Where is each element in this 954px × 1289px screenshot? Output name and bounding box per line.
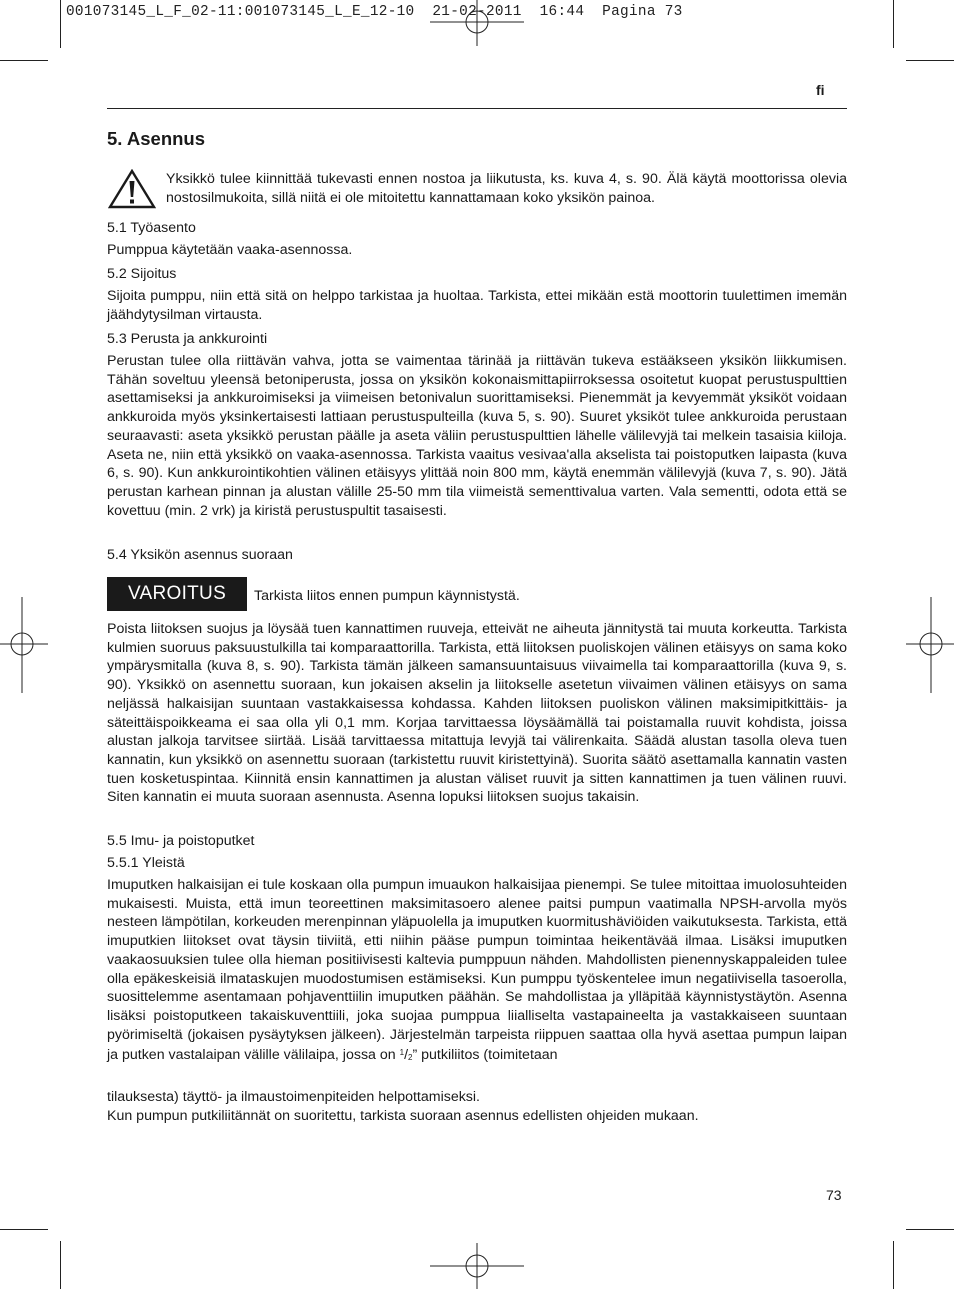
header-rule <box>107 108 847 109</box>
registration-mark-bottom <box>430 1241 524 1289</box>
warning-note: Yksikkö tulee kiinnittää tukevasti ennen nostoa ja liikutusta, ks. kuva 4, s. 90. Älä käytä moottorissa olevia nostosilmukoita, sillä niitä ei ole mitoitettu kannattamaan koko yksikön painoa. <box>166 171 847 206</box>
heading-5-1: 5.1 Työasento <box>107 220 196 236</box>
text-5-5-1: Imuputken halkaisijan ei tule koskaan olla pumpun imuaukon halkaisijaa pienempi. Se tulee mitoittaa imuolosuhteiden mukaisesti. Muista, että imun teoreettinen maksimitasoero alenee paitsi pumpun vaatimalla NPSH-arvolla myös nesteen lämpötilan, korkeuden merenpinnan yläpuolella ja imuputken kuormitushäviöiden vaikutuksesta. Tarkista, että imuputkien liitokset ovat täysin tiiviitä, etti niihin pääse pumpun toimintaa heikentävää ilmaa. Lisäksi imuputken vaakaosuuksien tulee olla hieman positiivisesti kaltevia pumppuun nähden. Mahdollisten pienennyskappaleiden tulee olla epäkeskeisiä ilmataskujen muodostumisen estämiseksi. Kun pumppu työskentelee imun negatiivisella tasoerolla, suosittelemme asentamaan pohjaventtiilin imuputken päähän. Se mahdollistaa ja ylläpitää käynnistystäytön. Asenna lisäksi poistoputkeen takaiskuventtiili, joka suojaa pumppua liialliselta vastapaineelta ja vastakkaiseen suuntaan pyörimiseltä (jokaisen pysäytyksen jälkeen). Järjestelmän tarpeista riippuen saattaa olla hyvä asettaa pumpun laipan ja putken vastalaipan välille välilaipa, jossa on $^1/_2$” putkiliitos (toimitetaan <box>107 877 847 1064</box>
text-5-5-1-continued: tilauksesta) täyttö- ja ilmaustoimenpiteiden helpottamiseksi. <box>107 1089 480 1105</box>
fraction-numerator: 1 <box>399 1048 405 1058</box>
heading-5-5-1: 5.5.1 Yleistä <box>107 855 185 871</box>
heading-5-3: 5.3 Perusta ja ankkurointi <box>107 331 268 347</box>
text-5-5-1-tail: ” putkiliitos (toimitetaan <box>412 1047 558 1064</box>
text-5-3: Perustan tulee olla riittävän vahva, jotta se vaimentaa tärinää ja riittävän tukeva estääkseen yksikön liikkumisen. Tähän soveltuu yleensä betoniperusta, jossa on yksikön kokonaismittapiirroksessa osoitetut kuopat perustuspulttien asettamiseksi ja ankkuroimiseksi ja viimeisen betonivalun suorittamiseksi. Pienemmät ja kevyemmät yksiköt voidaan ankkuroida myös yksinkertaisesti lattiaan perustuspulteilla (kuva 5, s. 90). Suuret yksiköt tulee ankkuroida perustaan seuraavasti: aseta yksikkö perustan päälle ja aseta väliin perustuspulttien lähelle välilevyjä tai melkein tasaisia kiiloja. Aseta ne, niin että yksikkö on vaaka-asennossa. Tarkista vaaitus vesivaa'alla akselista tai poistoputken laipasta (kuva 6, s. 90). Kun ankkurointikohtien välinen etäisyys ylittää noin 800 mm, käytä enemmän välilevyjä (kuva 7, s. 90). Jätä perustan karhean pinnan ja alustan välille 25-50 mm tila viimeistä sementtivalua varten. Vala sementti, odota että se kovettuu (min. 2 vrk) ja kiristä perustuspultit tasaisesti. <box>107 353 847 519</box>
crop-mark-bottom-left-h <box>0 1229 48 1230</box>
text-5-4: Poista liitoksen suojus ja löysää tuen kannattimen ruuveja, etteivät ne aiheuta jännitystä tai muuta korkeutta. Tarkista kulmien suoruus paksuustulkilla tai komparaattorilla. Tarkista, että liitoksen puoliskojen välinen etäisyys on sama koko ympärysmitalla (kuva 8, s. 90). Tarkista tämän jälkeen samansuuntaisuus viivaimella tai komparaattorilla (kuva 9, s. 90). Yksikkö on asennettu suoraan, kun jokaisen akselin ja liitokselle asetetun viivaimen välinen etäisyys on sama neljässä halkaisijan suuntaan vastakkaisessa kohdassa. Kahden liitoksen puoliskon välinen maksimipitkittäis- ja säteittäispoikkeama ei saa olla yli 0,1 mm. Korjaa tarvittaessa löysäämällä tai poistamalla ruuvit kohdista, joissa alustan jalkoja tarvitsee siirtää. Lisää tarvittaessa mitattuja levyjä tai välirenkaita. Säädä alustan tasolla oleva tuen kannatin, kun yksikkö on asennettu suoraan (tarkistettu ruuvit kiristettyinä). Suorita säätö asettamalla kannatin vasten tuen kosketuspintaa. Kiinnitä ensin kannattimen ja alustan väliset ruuvit ja sitten kannattimen ja tuen välinen ruuvi. Siten kannatin ei muuta suoraan asennusta. Asenna lopuksi liitoksen suojus takaisin. <box>107 621 847 806</box>
text-5-5-1-main: Imuputken halkaisijan ei tule koskaan olla pumpun imuaukon halkaisijaa pienempi. Se tulee mitoittaa imuolosuhteiden mukaisesti. Muista, että imun teoreettinen maksimitasoero alenee paitsi pumpun vaatimalla NPSH-arvolla myös nesteen lämpötilan, korkeuden merenpinnan yläpuolella ja imuputken kuormitushäviöiden vaikutuksesta. Tarkista, että imuputkien liitokset ovat täysin tiiviitä, etti niihin pääse pumpun toimintaa heikentävää ilmaa. Lisäksi imuputken vaakaosuuksien tulee olla hieman positiivisesti kaltevia pumppuun nähden. Mahdollisten pienennyskappaleiden tulee olla epäkeskeisiä ilmataskujen muodostumisen estämiseksi. Kun pumppu työskentelee imun negatiivisella tasoerolla, suosittelemme asentamaan pohjaventtiilin imuputken päähän. Se mahdollistaa ja ylläpitää käynnistystäytön. Asenna lisäksi poistoputkeen takaiskuventtiili, joka suojaa pumppua liialliselta vastapaineelta ja vastakkaiseen suuntaan pyörimiseltä (jokaisen pysäytyksen jälkeen). Järjestelmän tarpeista riippuen saattaa olla hyvä asettaa pumpun laipan ja putken vastalaipan välille välilaipa, jossa on <box>107 877 847 1064</box>
registration-mark-top <box>430 0 524 48</box>
heading-5-4: 5.4 Yksikön asennus suoraan <box>107 547 293 563</box>
registration-mark-right <box>906 597 954 693</box>
crop-mark-bottom-right-v <box>893 1241 894 1289</box>
crop-mark-top-left-v <box>60 0 61 48</box>
crop-mark-top-right-h <box>906 60 954 61</box>
warning-label-text: Tarkista liitos ennen pumpun käynnistystä. <box>254 588 520 604</box>
fraction-denominator: 2 <box>408 1053 413 1063</box>
language-code: fi <box>816 82 825 98</box>
section-title: 5. Asennus <box>107 128 206 149</box>
crop-mark-bottom-left-v <box>60 1241 61 1289</box>
text-5-1: Pumppua käytetään vaaka-asennossa. <box>107 242 353 258</box>
warning-label-badge: VAROITUS <box>107 577 247 611</box>
printer-slug: 001073145_L_F_02-11:001073145_L_E_12-10 21-02-2011 16:44 Pagina 73 <box>66 4 683 20</box>
text-5-2: Sijoita pumppu, niin että sitä on helppo tarkistaa ja huoltaa. Tarkista, ettei mikään estä moottorin tuulettimen imemän jäähdytysilman virtausta. <box>107 288 847 323</box>
text-5-5-1-final: Kun pumpun putkiliitännät on suoritettu, tarkista suoraan asennus edellisten ohjeiden mukaan. <box>107 1108 699 1124</box>
crop-mark-top-right-v <box>893 0 894 48</box>
registration-mark-left <box>0 597 48 693</box>
heading-5-2: 5.2 Sijoitus <box>107 266 177 282</box>
crop-mark-bottom-right-h <box>906 1229 954 1230</box>
heading-5-5: 5.5 Imu- ja poistoputket <box>107 833 255 849</box>
crop-mark-top-left-h <box>0 60 48 61</box>
page-number: 73 <box>826 1187 842 1203</box>
warning-triangle-icon <box>108 169 156 209</box>
